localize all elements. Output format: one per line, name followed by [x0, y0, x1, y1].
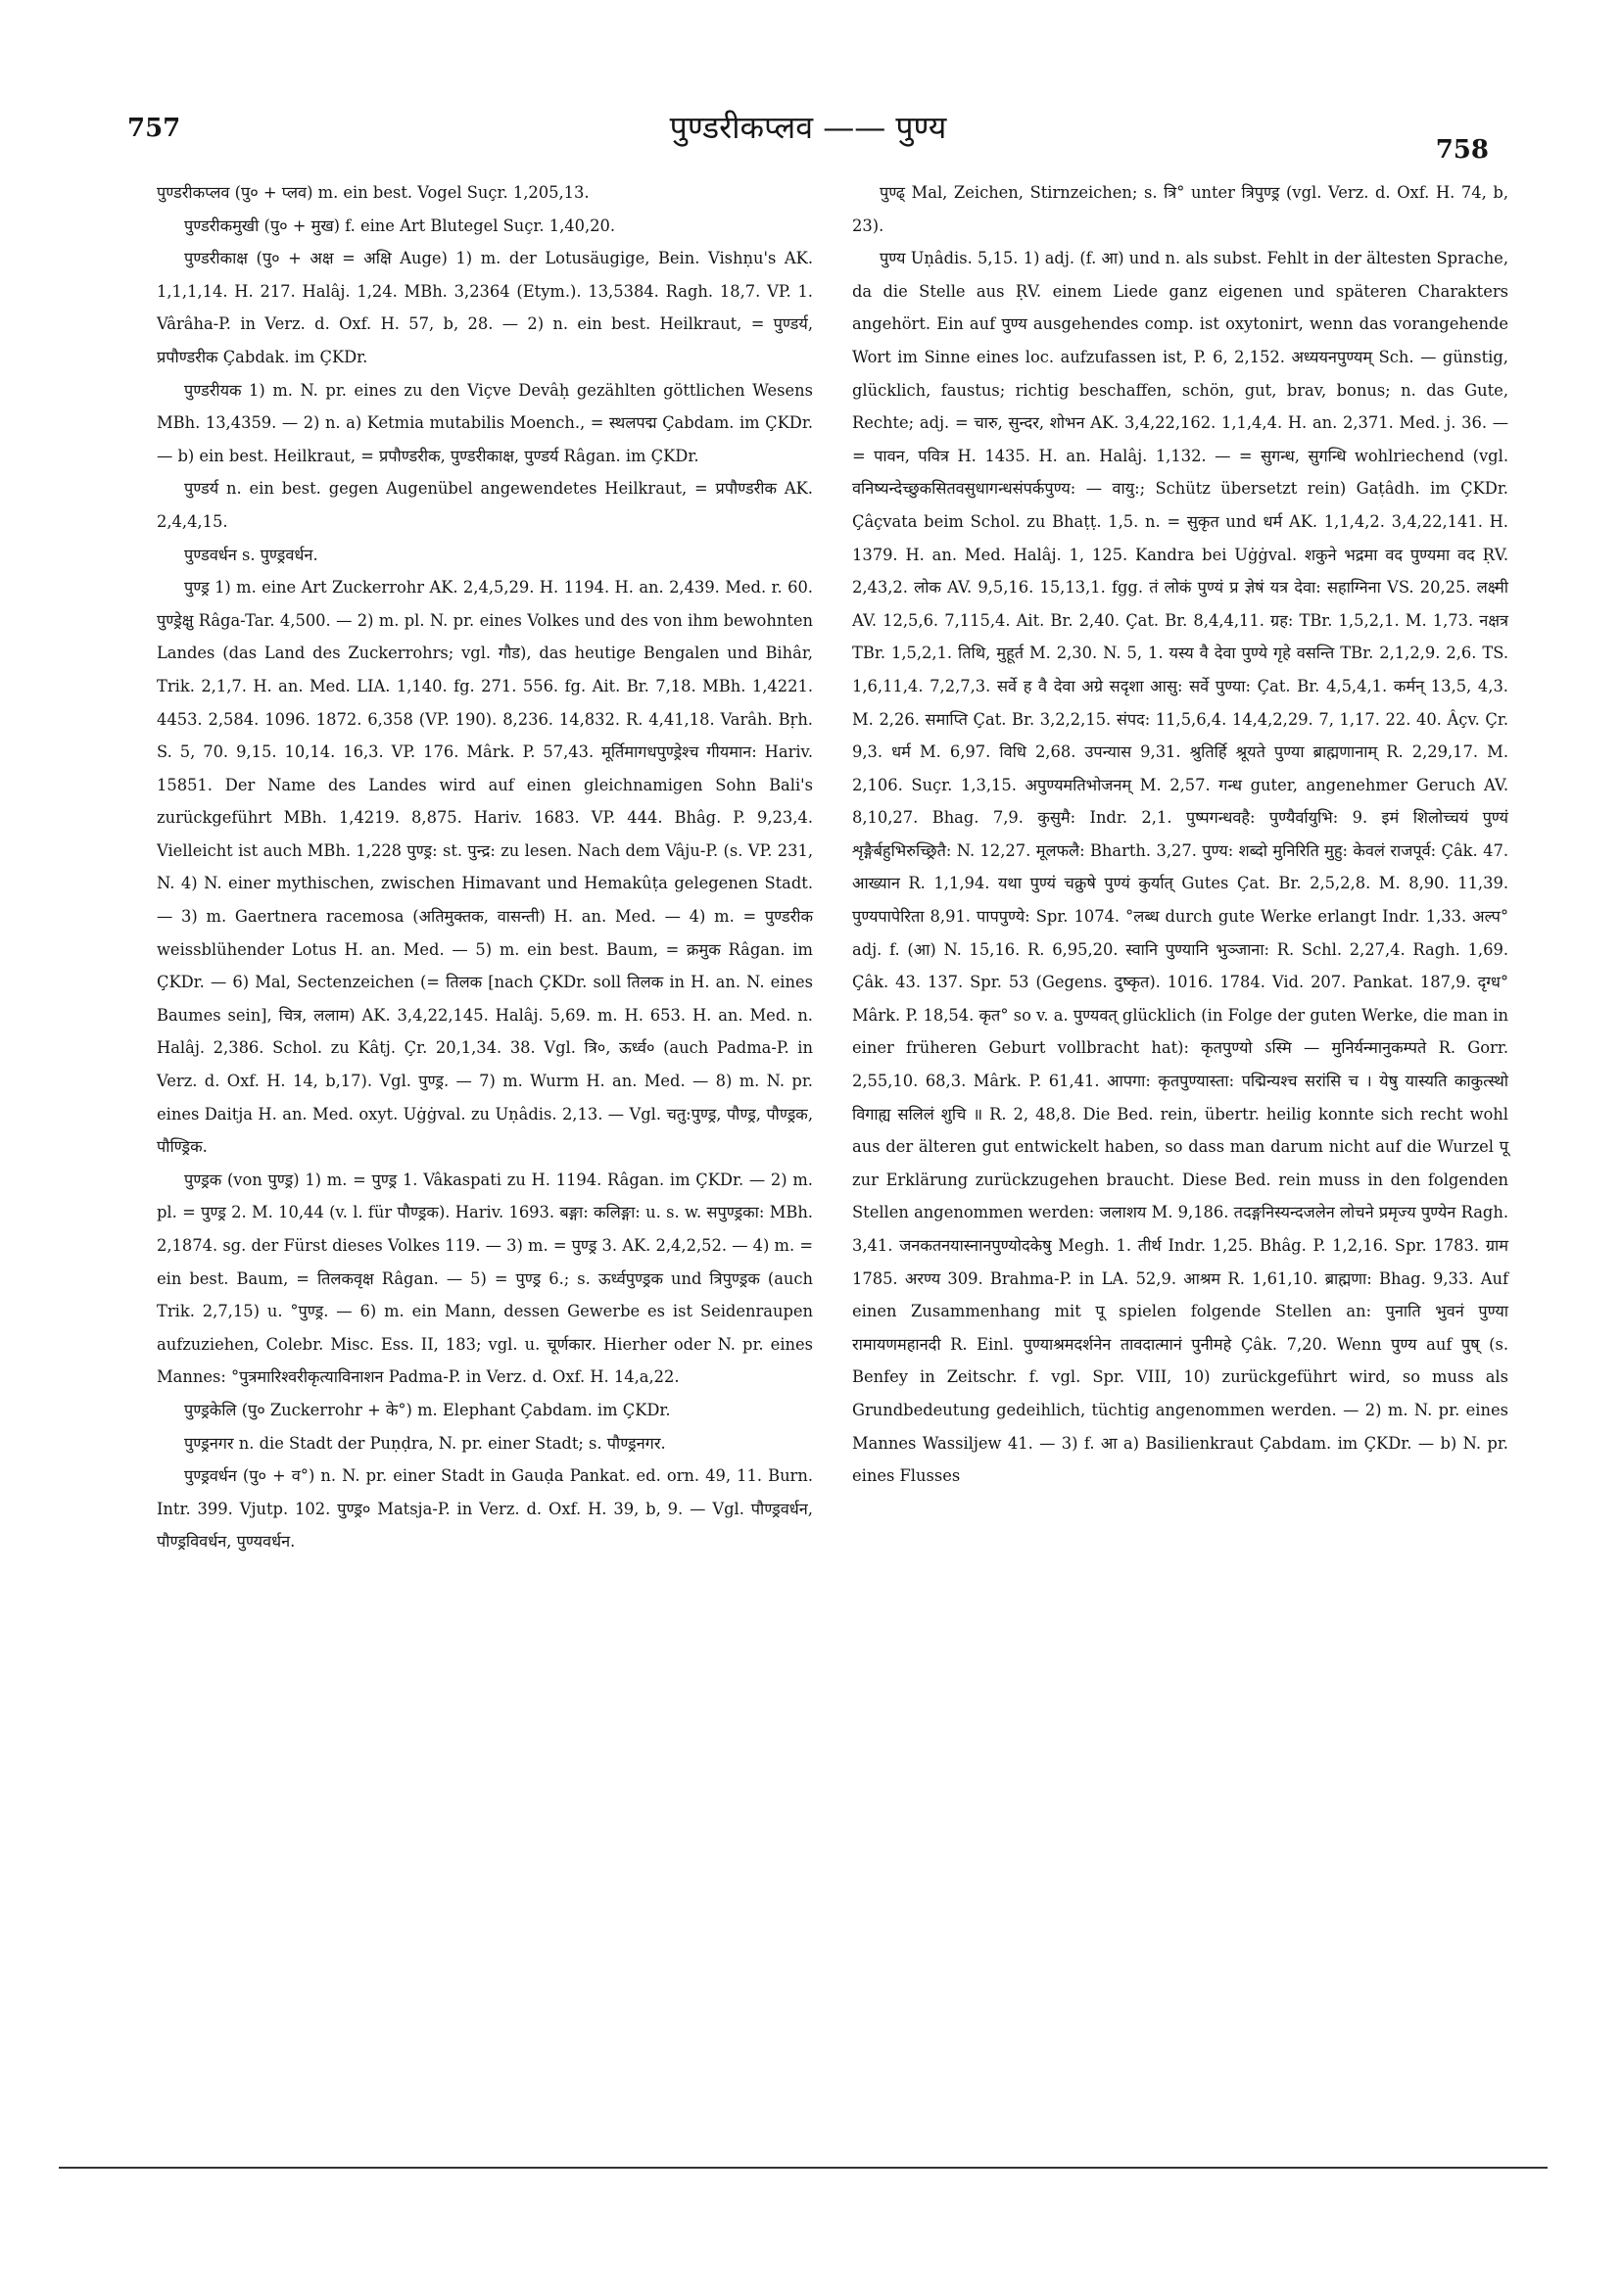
page-number-left: 757	[127, 114, 181, 143]
dictionary-entry: पुण्डरीयक 1) m. N. pr. eines zu den Viçve Devâḥ gezählten göttlichen Wesens MBh. 13,4359. — 2) n. a) Ketmia mutabilis Moench., = स्थलपद्म Çabdam. im ÇKDr. — b) ein best. Heilkraut, = प्रपौण्डरीक, पुण्डरीकाक्ष, पुण्डर्य Râgan. im ÇKDr.	[157, 380, 813, 465]
dictionary-entry: पुण्य Uṇâdis. 5,15. 1) adj. (f. आ) und n. als subst. Fehlt in der ältesten Sprache, da die Stelle aus ṚV. einem Liede ganz eigenen und späteren Charakters angehört. Ein auf पुण्य ausgehendes comp. ist oxytonirt, wenn das vorangehende Wort im Sinne eines loc. aufzufassen ist, P. 6, 2,152. अध्ययनपुण्यम् Sch. — günstig, glücklich, faustus; richtig beschaffen, schön, gut, brav, bonus; n. das Gute, Rechte; adj. = चारु, सुन्दर, शोभन AK. 3,4,22,162. 1,1,4,4. H. an. 2,371. Med. j. 36. — = पावन, पवित्र H. 1435. H. an. Halâj. 1,132. — = सुगन्ध, सुगन्धि wohlriechend (vgl. वनिष्यन्देच्छुकसितवसुधागन्धसंपर्कपुण्य: — वायु:; Schütz übersetzt rein) Gaṭâdh. im ÇKDr. Çâçvata beim Schol. zu Bhaṭṭ. 1,5. n. = सुकृत und धर्म AK. 1,1,4,2. 3,4,22,141. H. 1379. H. an. Med. Halâj. 1, 125. Kandra bei Uġġval. शकुने भद्रमा वद पुण्यमा वद ṚV. 2,43,2. लोक AV. 9,5,16. 15,13,1. fgg. तं लोकं पुण्यं प्र ज्ञेषं यत्र देवा: सहाग्निना VS. 20,25. लक्ष्मी AV. 12,5,6. 7,115,4. Ait. Br. 2,40. Çat. Br. 8,4,4,11. ग्रह: TBr. 1,5,2,1. M. 1,73. नक्षत्र TBr. 1,5,2,1. तिथि, मुहूर्त M. 2,30. N. 5, 1. यस्य वै देवा पुण्ये गृहे वसन्ति TBr. 2,1,2,9. 2,6. TS. 1,6,11,4. 7,2,7,3. सर्वे ह वै देवा अग्रे सदृशा आसु: सर्वे पुण्या: Çat. Br. 4,5,4,1. कर्मन् 13,5, 4,3. M. 2,26. समाप्ति Çat. Br. 3,2,2,15. संपद: 11,5,6,4. 14,4,2,29. 7, 1,17. 22. 40. Âçv. Çr. 9,3. धर्म M. 6,97. विधि 2,68. उपन्यास 9,31. श्रुतिर्हि श्रूयते पुण्या ब्राह्मणानाम् R. 2,29,17. M. 2,106. Suçr. 1,3,15. अपुण्यमतिभोजनम् M. 2,57. गन्ध guter, angenehmer Geruch AV. 8,10,27. Bhag. 7,9. कुसुमै: Indr. 2,1. पुष्पगन्धवहै: पुण्यैर्वायुभि: 9. इमं शिलोच्चयं पुण्यं शृङ्गैर्बहुभिरुच्छ्रितै: N. 12,27. मूलफलै: Bharth. 3,27. पुण्य: शब्दो मुनिरिति मुहु: केवलं राजपूर्व: Çâk. 47. आख्यान R. 1,1,94. यथा पुण्यं चक्रुषे पुण्यं कुर्यात् Gutes Çat. Br. 2,5,2,8. M. 8,90. 11,39. पुण्यपापेरिता 8,91. पापपुण्ये: Spr. 1074. °लब्ध durch gute Werke erlangt Indr. 1,33. अल्प° adj. f. (आ) N. 15,16. R. 6,95,20. स्वानि पुण्यानि भुञ्जाना: R. Schl. 2,27,4. Ragh. 1,69. Çâk. 43. 137. Spr. 53 (Gegens. दुष्कृत). 1016. 1784. Vid. 207. Pankat. 187,9. दृग्ध° Mârk. P. 18,54. कृत° so v. a. पुण्यवत् glücklich (in Folge der guten Werke, die man in einer früheren Geburt vollbracht hat): कृतपुण्यो ऽस्मि — मुनिर्यन्मानुकम्पते R. Gorr. 2,55,10. 68,3. Mârk. P. 61,41. आपगा: कृतपुण्यास्ता: पद्मिन्यश्च सरांसि च । येषु यास्यति काकुत्स्थो विगाह्य सलिलं शुचि ॥ R. 2, 48,8. Die Bed. rein, übertr. heilig konnte sich recht wohl aus der älteren gut entwickelt haben, so dass man darum nicht auf die Wurzel पू zur Erklärung zurückzugehen braucht. Diese Bed. rein muss in den folgenden Stellen angenommen werden: जलाशय M. 9,186. तदङ्गनिस्यन्दजलेन लोचने प्रमृज्य पुण्येन Ragh. 3,41. जनकतनयास्नानपुण्योदकेषु Megh. 1. तीर्थ Indr. 1,25. Bhâg. P. 1,2,16. Spr. 1783. ग्राम 1785. अरण्य 309. Brahma-P. in LA. 52,9. आश्रम R. 1,61,10. ब्राह्मणा: Bhag. 9,33. Auf einen Zusammenhang mit पू spielen folgende Stellen an: पुनाति भुवनं पुण्या रामायणमहानदी R. Einl. पुण्याश्रमदर्शनेन तावदात्मानं पुनीमहे Çâk. 7,20. Wenn पुण्य auf पुष् (s. Benfey in Zeitschr. f. vgl. Spr. VIII, 10) zurückgeführt wird, so muss als Grundbedeutung gedeihlich, tüchtig angenommen werden. — 2) m. N. pr. eines Mannes Wassiljew 41. — 3) f. आ a) Basilienkraut Çabdam. im ÇKDr. — b) N. pr. eines Flusses	[852, 249, 1508, 1486]
bottom-rule	[59, 2167, 1548, 2169]
dictionary-entry: पुण्डरीकाक्ष (पु० + अक्ष = अक्षि Auge) 1) m. der Lotusäugige, Bein. Vishṇu's AK. 1,1,1,14. H. 217. Halâj. 1,24. MBh. 3,2364 (Etym.). 13,5384. Ragh. 18,7. VP. 1. Vârâha-P. in Verz. d. Oxf. H. 57, b, 28. — 2) n. ein best. Heilkraut, = पुण्डर्य, प्रपौण्डरीक Çabdak. im ÇKDr.	[157, 249, 813, 366]
dictionary-entry: पुण्डरीकप्लव (पु० + प्लव) m. ein best. Vogel Suçr. 1,205,13.	[157, 183, 590, 202]
dictionary-entry: पुण्डवर्धन s. पुण्ड्रवर्धन.	[184, 545, 318, 564]
dictionary-entry: पुण्ड्रनगर n. die Stadt der Puṇḍra, N. pr. einer Stadt; s. पौण्ड्रनगर.	[184, 1433, 666, 1453]
right-column	[852, 176, 1508, 1493]
dictionary-entry: पुण्ढ् Mal, Zeichen, Stirnzeichen; s. त्रि° unter त्रिपुण्ड्र (vgl. Verz. d. Oxf. H. 74, b, 23).	[852, 183, 1508, 235]
dictionary-entry: पुण्ड्रक (von पुण्ड्र) 1) m. = पुण्ड्र 1. Vâkaspati zu H. 1194. Râgan. im ÇKDr. — 2) m. pl. = पुण्ड्र 2. M. 10,44 (v. l. für पौण्ड्रक). Hariv. 1693. बङ्गा: कलिङ्गा: u. s. w. सपुण्ड्रका: MBh. 2,1874. sg. der Fürst dieses Volkes 119. — 3) m. = पुण्ड्र 3. AK. 2,4,2,52. — 4) m. = ein best. Baum, = तिलकवृक्ष Râgan. — 5) = पुण्ड्र 6.; s. ऊर्ध्वपुण्ड्रक und त्रिपुण्ड्रक (auch Trik. 2,7,15) u. °पुण्ड्र. — 6) m. ein Mann, dessen Gewerbe es ist Seidenraupen aufzuziehen, Colebr. Misc. Ess. II, 183; vgl. u. चूर्णकार. Hierher oder N. pr. eines Mannes: °पुत्रमारिश्वरीकृत्याविनाशन Padma-P. in Verz. d. Oxf. H. 14,a,22.	[157, 1170, 813, 1387]
page-header	[127, 106, 1489, 165]
dictionary-entry: पुण्ड्रवर्धन (पु० + व°) n. N. pr. einer Stadt in Gauḍa Pankat. ed. orn. 49, 11. Burn. Intr. 399. Vjutp. 102. पुण्ड्र० Matsja-P. in Verz. d. Oxf. H. 39, b, 9. — Vgl. पौण्ड्रवर्धन, पौण्ड्रविवर्धन, पुण्यवर्धन.	[157, 1466, 813, 1552]
left-column	[157, 176, 813, 1558]
page-number-right: 758	[1435, 135, 1489, 165]
dictionary-entry: पुण्ड्रकेलि (पु० Zuckerrohr + के°) m. Elephant Çabdam. im ÇKDr.	[184, 1400, 671, 1419]
running-title: पुण्डरीकप्लव —— पुण्य	[669, 109, 947, 146]
dictionary-entry: पुण्ड्र 1) m. eine Art Zuckerrohr AK. 2,4,5,29. H. 1194. H. an. 2,439. Med. r. 60. पुण्ड्रेक्षु Râga-Tar. 4,500. — 2) m. pl. N. pr. eines Volkes und des von ihm bewohnten Landes (das Land des Zuckerrohrs; vgl. गौड), das heutige Bengalen und Bihâr, Trik. 2,1,7. H. an. Med. LIA. 1,140. fg. 271. 556. fg. Ait. Br. 7,18. MBh. 1,4221. 4453. 2,584. 1096. 1872. 6,358 (VP. 190). 8,236. 14,832. R. 4,41,18. Varâh. Bṛh. S. 5, 70. 9,15. 10,14. 16,3. VP. 176. Mârk. P. 57,43. मूर्तिमागधपुण्ड्रेश्च गीयमान: Hariv. 15851. Der Name des Landes wird auf einen gleichnamigen Sohn Bali's zurückgeführt MBh. 1,4219. 8,875. Hariv. 1683. VP. 444. Bhâg. P. 9,23,4. Vielleicht ist auch MBh. 1,228 पुण्ड्र: st. पुन्द्र: zu lesen. Nach dem Vâju-P. (s. VP. 231, N. 4) N. einer mythischen, zwischen Himavant und Hemakûṭa gelegenen Stadt. — 3) m. Gaertnera racemosa (अतिमुक्तक, वासन्ती) H. an. Med. — 4) m. = पुण्डरीक weissblühender Lotus H. an. Med. — 5) m. ein best. Baum, = क्रमुक Râgan. im ÇKDr. — 6) Mal, Sectenzeichen (= तिलक [nach ÇKDr. soll तिलक in H. an. N. eines Baumes sein], चित्र, ललाम) AK. 3,4,22,145. Halâj. 5,69. m. H. 653. H. an. Med. n. Halâj. 2,386. Schol. zu Kâtj. Çr. 20,1,34. 38. Vgl. त्रि०, ऊर्ध्व० (auch Padma-P. in Verz. d. Oxf. H. 14, b,17). Vgl. पुण्ड्र. — 7) m. Wurm H. an. Med. — 8) m. N. pr. eines Daitja H. an. Med. oxyt. Uġġval. zu Uṇâdis. 2,13. — Vgl. चतु:पुण्ड्र, पौण्ड्र, पौण्ड्रक, पौण्ड्रिक.	[157, 578, 813, 1157]
dictionary-entry: पुण्डरीकमुखी (पु० + मुख) f. eine Art Blutegel Suçr. 1,40,20.	[184, 215, 616, 235]
dictionary-entry: पुण्डर्य n. ein best. gegen Augenübel angewendetes Heilkraut, = प्रपौण्डरीक AK. 2,4,4,15.	[157, 479, 813, 531]
